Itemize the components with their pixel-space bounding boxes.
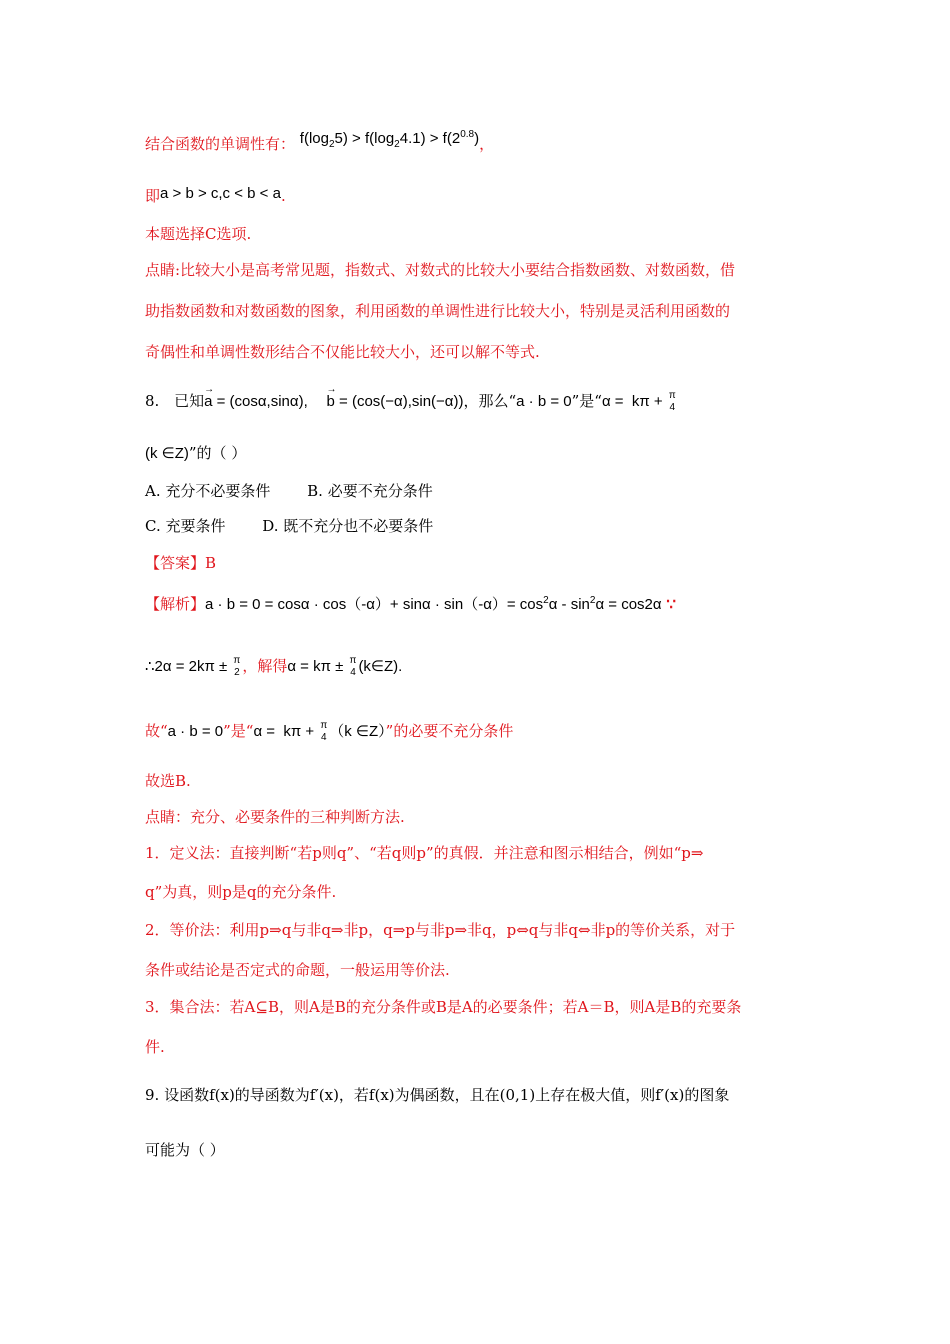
punct: . — [280, 187, 286, 205]
tip-line-1: 点睛:比较大小是高考常见题，指数式、对数式的比较大小要结合指数函数、对数函数，借 — [145, 261, 736, 279]
analysis-label: 【解析】 — [145, 595, 206, 613]
ordering-math: a > b > c,c < b < a — [160, 185, 281, 202]
method-1-line-2: q”为真，则p是q的充分条件. — [145, 883, 337, 901]
method-2-line-2: 条件或结论是否定式的命题，一般运用等价法. — [145, 961, 450, 979]
method-3-line-2: 件. — [145, 1038, 165, 1056]
monotonic-inequality: $f(\log_25) > f(\log_24.1) > f(2^{0.8})$ — [299, 129, 480, 150]
answer-line: 【答案】B — [145, 554, 217, 572]
question-8-line-2 — [145, 442, 246, 465]
monotonic-line — [145, 129, 495, 156]
choice-line: 本题选择C选项. — [145, 225, 252, 243]
question-text: 已知 — [174, 392, 205, 410]
conclusion-line: 故“a · b = 0”是“α = kπ + π 4 （k ∈Z）”的必要不充分条件 — [145, 720, 514, 744]
therefore-math: ∴2α = 2kπ ± π 2 — [145, 655, 241, 679]
question-text: ”是“ — [571, 392, 602, 410]
tip-line-3: 奇偶性和单调性数形结合不仅能比较大小，还可以解不等式. — [145, 343, 540, 361]
therefore-line: ∴2α = 2kπ ± π 2 ，解得α = kπ ± π 4 (k∈Z). — [145, 655, 403, 679]
analysis-line — [145, 593, 676, 616]
choose-b-line: 故选B. — [145, 772, 191, 790]
tip-methods-line: 点睛：充分、必要条件的三种判断方法. — [145, 808, 405, 826]
option-c[interactable]: C. 充要条件 — [145, 517, 226, 535]
question-9-line-2: 可能为（ ） — [145, 1141, 225, 1159]
options-row-1 — [145, 480, 433, 502]
question-number: 8. — [145, 392, 160, 410]
question-9-line-1: 9. 设函数f(x)的导函数为f′(x)，若f(x)为偶函数，且在(0,1)上存在极大值，则f′(x)的图象 — [145, 1086, 730, 1104]
method-3-line-1: 3．集合法：若A⊆B，则A是B的充分条件或B是A的必要条件；若A＝B，则A是B的充要条 — [145, 998, 742, 1016]
alpha-condition: α = kπ + π 4 — [601, 390, 676, 414]
method-1-line-1: 1．定义法：直接判断“若p则q”、“若q则p”的真假．并注意和图示相结合，例如“p⇒ — [145, 844, 704, 862]
option-b[interactable]: B. 必要不充分条件 — [307, 482, 433, 500]
option-d[interactable]: D. 既不充分也不必要条件 — [262, 517, 434, 535]
ordering-line — [145, 185, 286, 208]
dot-product-condition: a · b = 0 — [516, 393, 572, 410]
options-row-2 — [145, 515, 433, 537]
method-2-line-1: 2．等价法：利用p⇒q与非q⇒非p，q⇒p与非p⇒非q，p⇔q与非q⇔非p的等价关系，对于 — [145, 921, 736, 939]
question-8-line-1 — [145, 390, 678, 414]
analysis-math: $a \cdot b = 0 = \cos\alpha \cdot \cos(-\alpha)+ \sin\alpha \cdot \sin(-\alpha)= \cos^2\alpha - \sin^2\alpha = \cos 2\alpha$ — [205, 595, 662, 613]
question-text: ”的（ ） — [188, 444, 247, 462]
question-text: ，那么“ — [463, 392, 517, 410]
tip-line-2: 助指数函数和对数函数的图象，利用函数的单调性进行比较大小，特别是灵活利用函数的 — [145, 302, 731, 320]
option-a[interactable]: A. 充分不必要条件 — [145, 482, 271, 500]
vector-a-def: → a = (cosα,sinα), — [204, 391, 308, 413]
vector-b-def: → b = (cos(−α),sin(−α)) — [327, 391, 464, 413]
punct: ， — [479, 135, 495, 153]
because-symbol: ∵ — [666, 595, 676, 613]
k-in-z: (k ∈Z) — [145, 445, 189, 462]
monotonic-text: 结合函数的单调性有： — [145, 135, 296, 153]
ordering-prefix: 即 — [145, 187, 161, 205]
